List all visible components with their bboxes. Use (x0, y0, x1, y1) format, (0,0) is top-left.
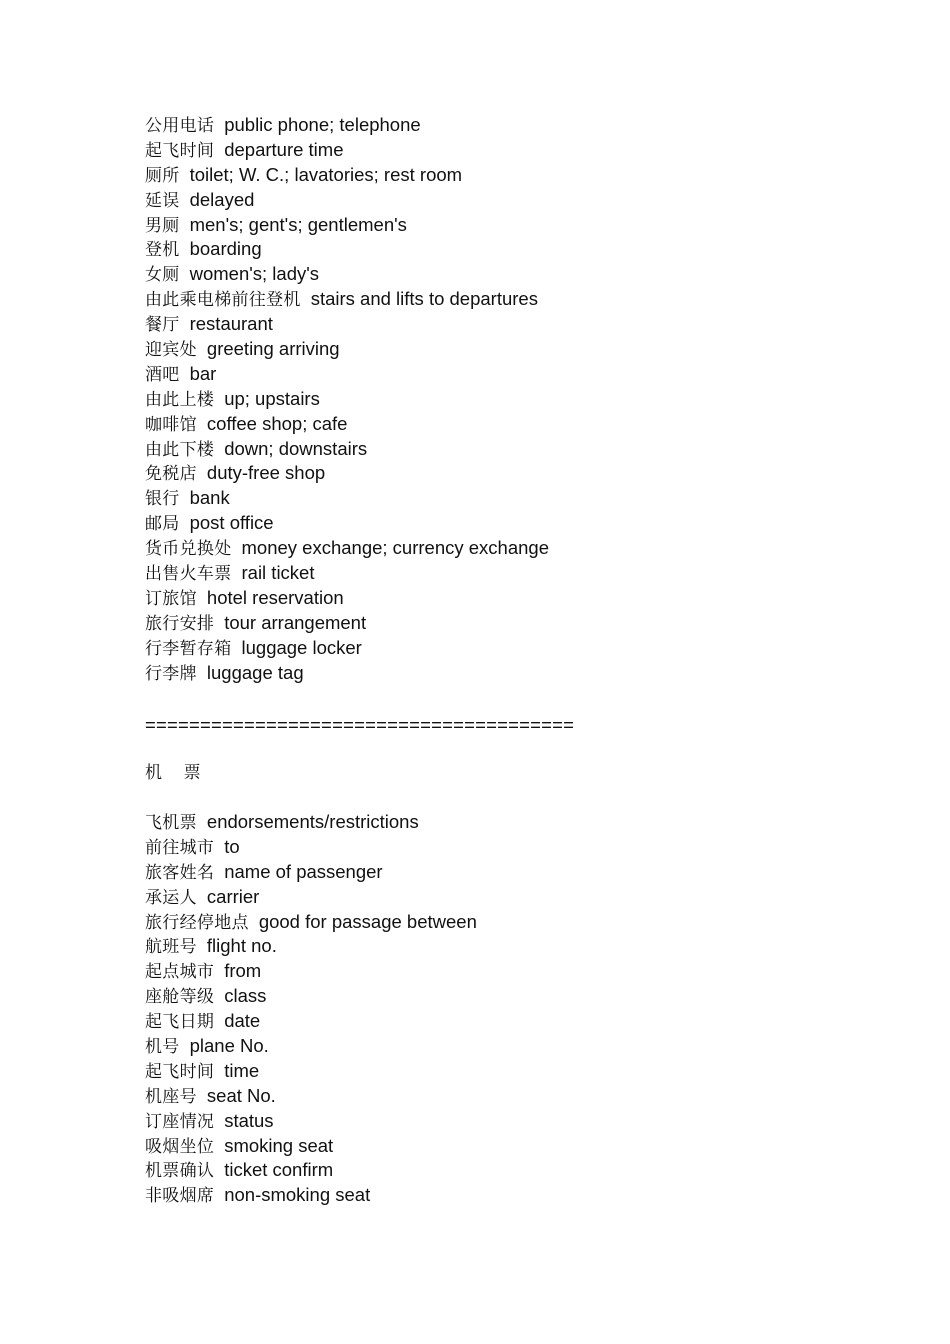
ticket-terms-list (145, 810, 477, 1208)
english-term: greeting arriving (206, 338, 340, 360)
english-term: hotel reservation (206, 586, 344, 608)
english-term: down; downstairs (224, 437, 368, 459)
list-item (145, 1059, 477, 1084)
english-term: carrier (206, 885, 260, 907)
chinese-term: 机号 (145, 1037, 180, 1058)
chinese-term: 起点城市 (145, 962, 215, 983)
chinese-term: 座舱等级 (145, 987, 215, 1008)
chinese-term: 承运人 (145, 887, 197, 908)
chinese-term: 餐厅 (145, 315, 180, 336)
chinese-term: 登机 (145, 240, 180, 261)
chinese-term: 迎宾处 (145, 340, 197, 361)
list-item (145, 262, 549, 287)
english-term: to (224, 835, 240, 857)
english-term: women's; lady's (189, 263, 320, 285)
list-item (145, 287, 549, 312)
list-item (145, 934, 477, 959)
list-item (145, 461, 549, 486)
english-term: time (224, 1059, 260, 1081)
english-term: endorsements/restrictions (206, 811, 419, 832)
chinese-term: 货币兑换处 (145, 539, 232, 560)
chinese-term: 飞机票 (145, 813, 197, 833)
chinese-term: 航班号 (145, 937, 197, 958)
chinese-term: 机票确认 (145, 1161, 215, 1182)
list-item (145, 835, 477, 860)
list-item (145, 810, 477, 835)
list-item (145, 1109, 477, 1134)
english-term: class (224, 985, 267, 1007)
chinese-term: 由此乘电梯前往登机 (145, 290, 301, 311)
english-term: men's; gent's; gentlemen's (189, 213, 407, 235)
chinese-term: 酒吧 (145, 364, 180, 385)
english-term: toilet; W. C.; lavatories; rest room (189, 163, 463, 185)
list-item (145, 511, 549, 536)
chinese-term: 免税店 (145, 464, 197, 485)
section-divider: ======================================= (145, 714, 575, 735)
list-item (145, 1158, 477, 1183)
chinese-term: 公用电话 (145, 116, 215, 136)
list-item (145, 412, 549, 437)
english-term: smoking seat (224, 1134, 334, 1156)
list-item (145, 910, 477, 935)
list-item (145, 636, 549, 661)
list-item (145, 860, 477, 885)
list-item (145, 213, 549, 238)
english-term: non-smoking seat (224, 1184, 371, 1206)
chinese-term: 厕所 (145, 165, 180, 186)
chinese-term: 订座情况 (145, 1111, 215, 1132)
english-term: rail ticket (241, 562, 315, 584)
chinese-term: 起飞时间 (145, 140, 215, 161)
list-item (145, 138, 549, 163)
list-item (145, 337, 549, 362)
english-term: bank (189, 487, 230, 509)
airport-signs-list (145, 113, 549, 685)
chinese-term: 延误 (145, 190, 180, 211)
chinese-term: 银行 (145, 489, 180, 510)
english-term: seat No. (206, 1084, 276, 1106)
list-item (145, 1183, 477, 1208)
list-item (145, 885, 477, 910)
english-term: restaurant (189, 313, 273, 335)
list-item (145, 237, 549, 262)
english-term: delayed (189, 188, 255, 210)
english-term: ticket confirm (224, 1159, 334, 1181)
english-term: from (224, 960, 262, 982)
chinese-term: 出售火车票 (145, 564, 232, 585)
chinese-term: 前往城市 (145, 837, 215, 858)
list-item (145, 486, 549, 511)
list-item (145, 163, 549, 188)
english-term: flight no. (206, 935, 277, 957)
chinese-term: 由此上楼 (145, 389, 215, 410)
list-item (145, 1009, 477, 1034)
list-item (145, 536, 549, 561)
list-item (145, 1034, 477, 1059)
english-term: luggage locker (241, 636, 362, 658)
english-term: tour arrangement (224, 611, 367, 633)
list-item (145, 984, 477, 1009)
chinese-term: 邮局 (145, 514, 180, 535)
chinese-term: 由此下楼 (145, 439, 215, 460)
english-term: public phone; telephone (224, 114, 421, 135)
list-item (145, 387, 549, 412)
english-term: good for passage between (258, 910, 477, 932)
chinese-term: 旅行经停地点 (145, 912, 249, 933)
english-term: stairs and lifts to departures (310, 288, 538, 310)
list-item (145, 362, 549, 387)
chinese-term: 咖啡馆 (145, 414, 197, 435)
chinese-term: 机座号 (145, 1086, 197, 1107)
chinese-term: 非吸烟席 (145, 1186, 215, 1207)
list-item (145, 312, 549, 337)
chinese-term: 旅行安排 (145, 613, 215, 634)
english-term: departure time (224, 138, 344, 160)
list-item (145, 1084, 477, 1109)
chinese-term: 吸烟坐位 (145, 1136, 215, 1157)
list-item (145, 611, 549, 636)
list-item (145, 437, 549, 462)
list-item (145, 959, 477, 984)
english-term: coffee shop; cafe (206, 412, 348, 434)
list-item (145, 1134, 477, 1159)
chinese-term: 女厕 (145, 265, 180, 286)
chinese-term: 行李暂存箱 (145, 638, 232, 659)
list-item (145, 586, 549, 611)
chinese-term: 起飞时间 (145, 1061, 215, 1082)
section-title: 机 票 (145, 763, 201, 783)
english-term: boarding (189, 238, 262, 260)
english-term: up; upstairs (224, 387, 320, 409)
list-item (145, 113, 549, 138)
list-item (145, 661, 549, 686)
english-term: plane No. (189, 1035, 269, 1057)
chinese-term: 旅客姓名 (145, 862, 215, 883)
chinese-term: 行李牌 (145, 663, 197, 684)
chinese-term: 男厕 (145, 215, 180, 236)
english-term: bar (189, 362, 217, 384)
english-term: date (224, 1010, 261, 1032)
list-item (145, 561, 549, 586)
chinese-term: 起飞日期 (145, 1012, 215, 1033)
english-term: name of passenger (224, 860, 383, 882)
english-term: duty-free shop (206, 462, 326, 484)
english-term: post office (189, 512, 274, 534)
chinese-term: 订旅馆 (145, 588, 197, 609)
english-term: luggage tag (206, 661, 304, 683)
english-term: money exchange; currency exchange (241, 537, 549, 559)
english-term: status (224, 1109, 274, 1131)
list-item (145, 188, 549, 213)
